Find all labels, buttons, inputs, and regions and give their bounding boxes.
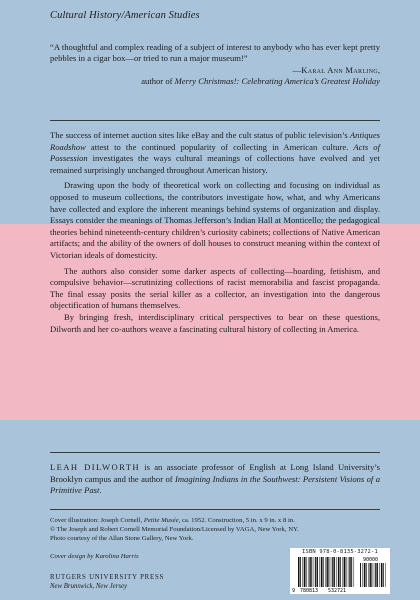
barcode-bar	[370, 563, 371, 587]
barcode-bar	[325, 557, 326, 587]
barcode-bar	[314, 557, 315, 587]
barcode-bar	[306, 557, 307, 587]
bio-text-post: .	[99, 485, 102, 496]
p1-text-mid: attest to the continued popularity of collecting in American culture.	[85, 141, 354, 152]
barcode-bar	[360, 563, 361, 587]
barcode-bar	[364, 563, 365, 587]
barcode-bar	[379, 563, 380, 587]
ean-left-digits: 780813	[300, 588, 319, 594]
attribution-work: Merry Christmas!: Celebrating America’s Greatest Holiday	[174, 76, 380, 86]
bio-text	[50, 462, 380, 497]
barcode-bar	[331, 557, 332, 587]
author-name: LEAH DILWORTH	[50, 462, 141, 472]
barcode-bar	[383, 563, 384, 587]
barcode-bar	[327, 557, 328, 587]
ean-bars	[298, 557, 354, 587]
credit-line-1-post: , ca. 1952. Construction, 5 in. x 9 in. x 8 in.	[178, 517, 295, 524]
blurb-attribution	[50, 65, 380, 76]
blurb-attribution-role	[50, 76, 380, 87]
barcode-bar	[332, 557, 333, 587]
barcode-bar	[362, 563, 363, 587]
credit-line-1	[50, 517, 395, 526]
attribution-role-prefix: author of	[141, 76, 175, 86]
barcode-bar	[344, 557, 345, 587]
p1-show-title: Antiques Roadshow	[50, 130, 380, 152]
author-bio	[50, 462, 380, 497]
artwork-title: Petite Musée	[143, 517, 179, 524]
barcode-bar	[381, 563, 382, 587]
barcode-box	[290, 548, 390, 594]
description-p2: Drawing upon the body of theoretical work on collecting and focusing on individual as opposed to museum collections, the contributors investigate how, what, and why Americans have collected and explore the inherent meanings behind systems of organization and display. Essays consider the meanings of Thomas Jefferson’s Indian Hall at Monticello; the pedagogical theories behind nineteenth-century children’s curiosity cabinets; collections of Native American artifacts; and the ability of the owners of doll houses to construct meaning within the context of Victorian ideals of domesticity.	[50, 180, 380, 260]
category-label: Cultural History/American Studies	[50, 10, 200, 21]
barcode-bar	[300, 557, 301, 587]
barcode-bar	[328, 557, 329, 587]
barcode-bar	[340, 557, 341, 587]
barcode-bar	[321, 557, 322, 587]
barcode-icon	[290, 548, 390, 594]
bio-text-pre: is an associate professor of English at Long Island University’s Brooklyn campus and the author of	[50, 462, 380, 484]
p1-book-title: Acts of Possession	[50, 141, 380, 164]
bio-book-title: Imagining Indians in the Southwest: Persistent Visions of a Primitive Past	[50, 473, 380, 496]
publisher-place: New Brunswick, New Jersey	[50, 583, 128, 590]
design-credit: Cover design by Karolina Harris	[50, 553, 139, 560]
barcode-bar	[317, 557, 318, 587]
credit-line-2: © The Joseph and Robert Cornell Memorial Foundation/Licensed by VAGA, New York, NY.	[50, 525, 299, 533]
p1-text-end: investigates the ways cultural meanings of collections have evolved and yet remained surprisingly unchanged throughout American history.	[50, 153, 380, 175]
description-p1	[50, 130, 380, 176]
credit-line-1-pre: Cover illustration: Joseph Cornell,	[50, 517, 144, 524]
ean-first-digit: 9	[292, 588, 296, 594]
publisher-name: RUTGERS UNIVERSITY PRESS	[50, 574, 165, 581]
barcode-bar	[334, 557, 335, 587]
barcode-bar	[308, 557, 309, 587]
barcode-bar	[304, 557, 305, 587]
barcode-bar	[351, 557, 352, 587]
attribution-comma: ,	[377, 65, 380, 75]
barcode-bar	[374, 563, 375, 587]
barcode-bar	[323, 557, 324, 587]
attribution-name: Karal Ann Marling	[301, 65, 378, 75]
divider-bottom	[50, 509, 380, 510]
blurb-quote: “A thoughtful and complex reading of a subject of interest to anybody who has ever kept pretty pebbles in a cigar box—or tried to run a major museum!”	[50, 42, 380, 63]
publisher	[50, 573, 164, 591]
cover-credits	[50, 517, 395, 544]
addon-bars	[360, 563, 386, 587]
barcode-bar	[371, 563, 372, 587]
barcode-bar	[366, 563, 367, 587]
divider-top	[50, 120, 380, 121]
barcode-bar	[377, 563, 378, 587]
barcode-bar	[385, 563, 386, 587]
description-p3: The authors also consider some darker aspects of collecting—hoarding, fetishism, and compulsive behavior—scrutinizing collections of racist memorabilia and fascist propaganda. The final essay posits the serial killer as a collector, an investigation into the dangerous objectification of humans themselves.	[50, 265, 380, 311]
ean-right-digits: 532721	[328, 588, 347, 594]
barcode-bar	[319, 557, 320, 587]
barcode-bar	[315, 557, 316, 587]
barcode-bar	[349, 557, 350, 587]
barcode-bar	[348, 557, 349, 587]
credit-line-3: Photo courtesy of the Allan Stone Gallery, New York.	[50, 534, 194, 542]
description-p4: By bringing fresh, interdisciplinary critical perspectives to bear on these questions, Dilworth and her co-authors weave a fascinating cultural history of collecting in America.	[50, 311, 380, 334]
attribution-dash: —	[292, 65, 302, 75]
barcode-bar	[311, 557, 312, 587]
barcode-bar	[336, 557, 337, 587]
p1-text: The success of internet auction sites like eBay and the cult status of public television’s	[50, 130, 350, 140]
barcode-bar	[338, 557, 339, 587]
barcode-bar	[342, 557, 343, 587]
barcode-bar	[346, 557, 347, 587]
blurb	[50, 42, 380, 87]
barcode-bar	[375, 563, 376, 587]
barcode-bar	[298, 557, 299, 587]
addon-digits: 90000	[363, 557, 379, 563]
barcode-bar	[302, 557, 303, 587]
barcode-bar	[354, 557, 355, 587]
isbn-text: ISBN 978-0-8135-3272-1	[302, 549, 378, 555]
divider-middle	[50, 452, 380, 453]
barcode-bar	[368, 563, 369, 587]
barcode-bar	[309, 557, 310, 587]
description	[50, 130, 380, 335]
